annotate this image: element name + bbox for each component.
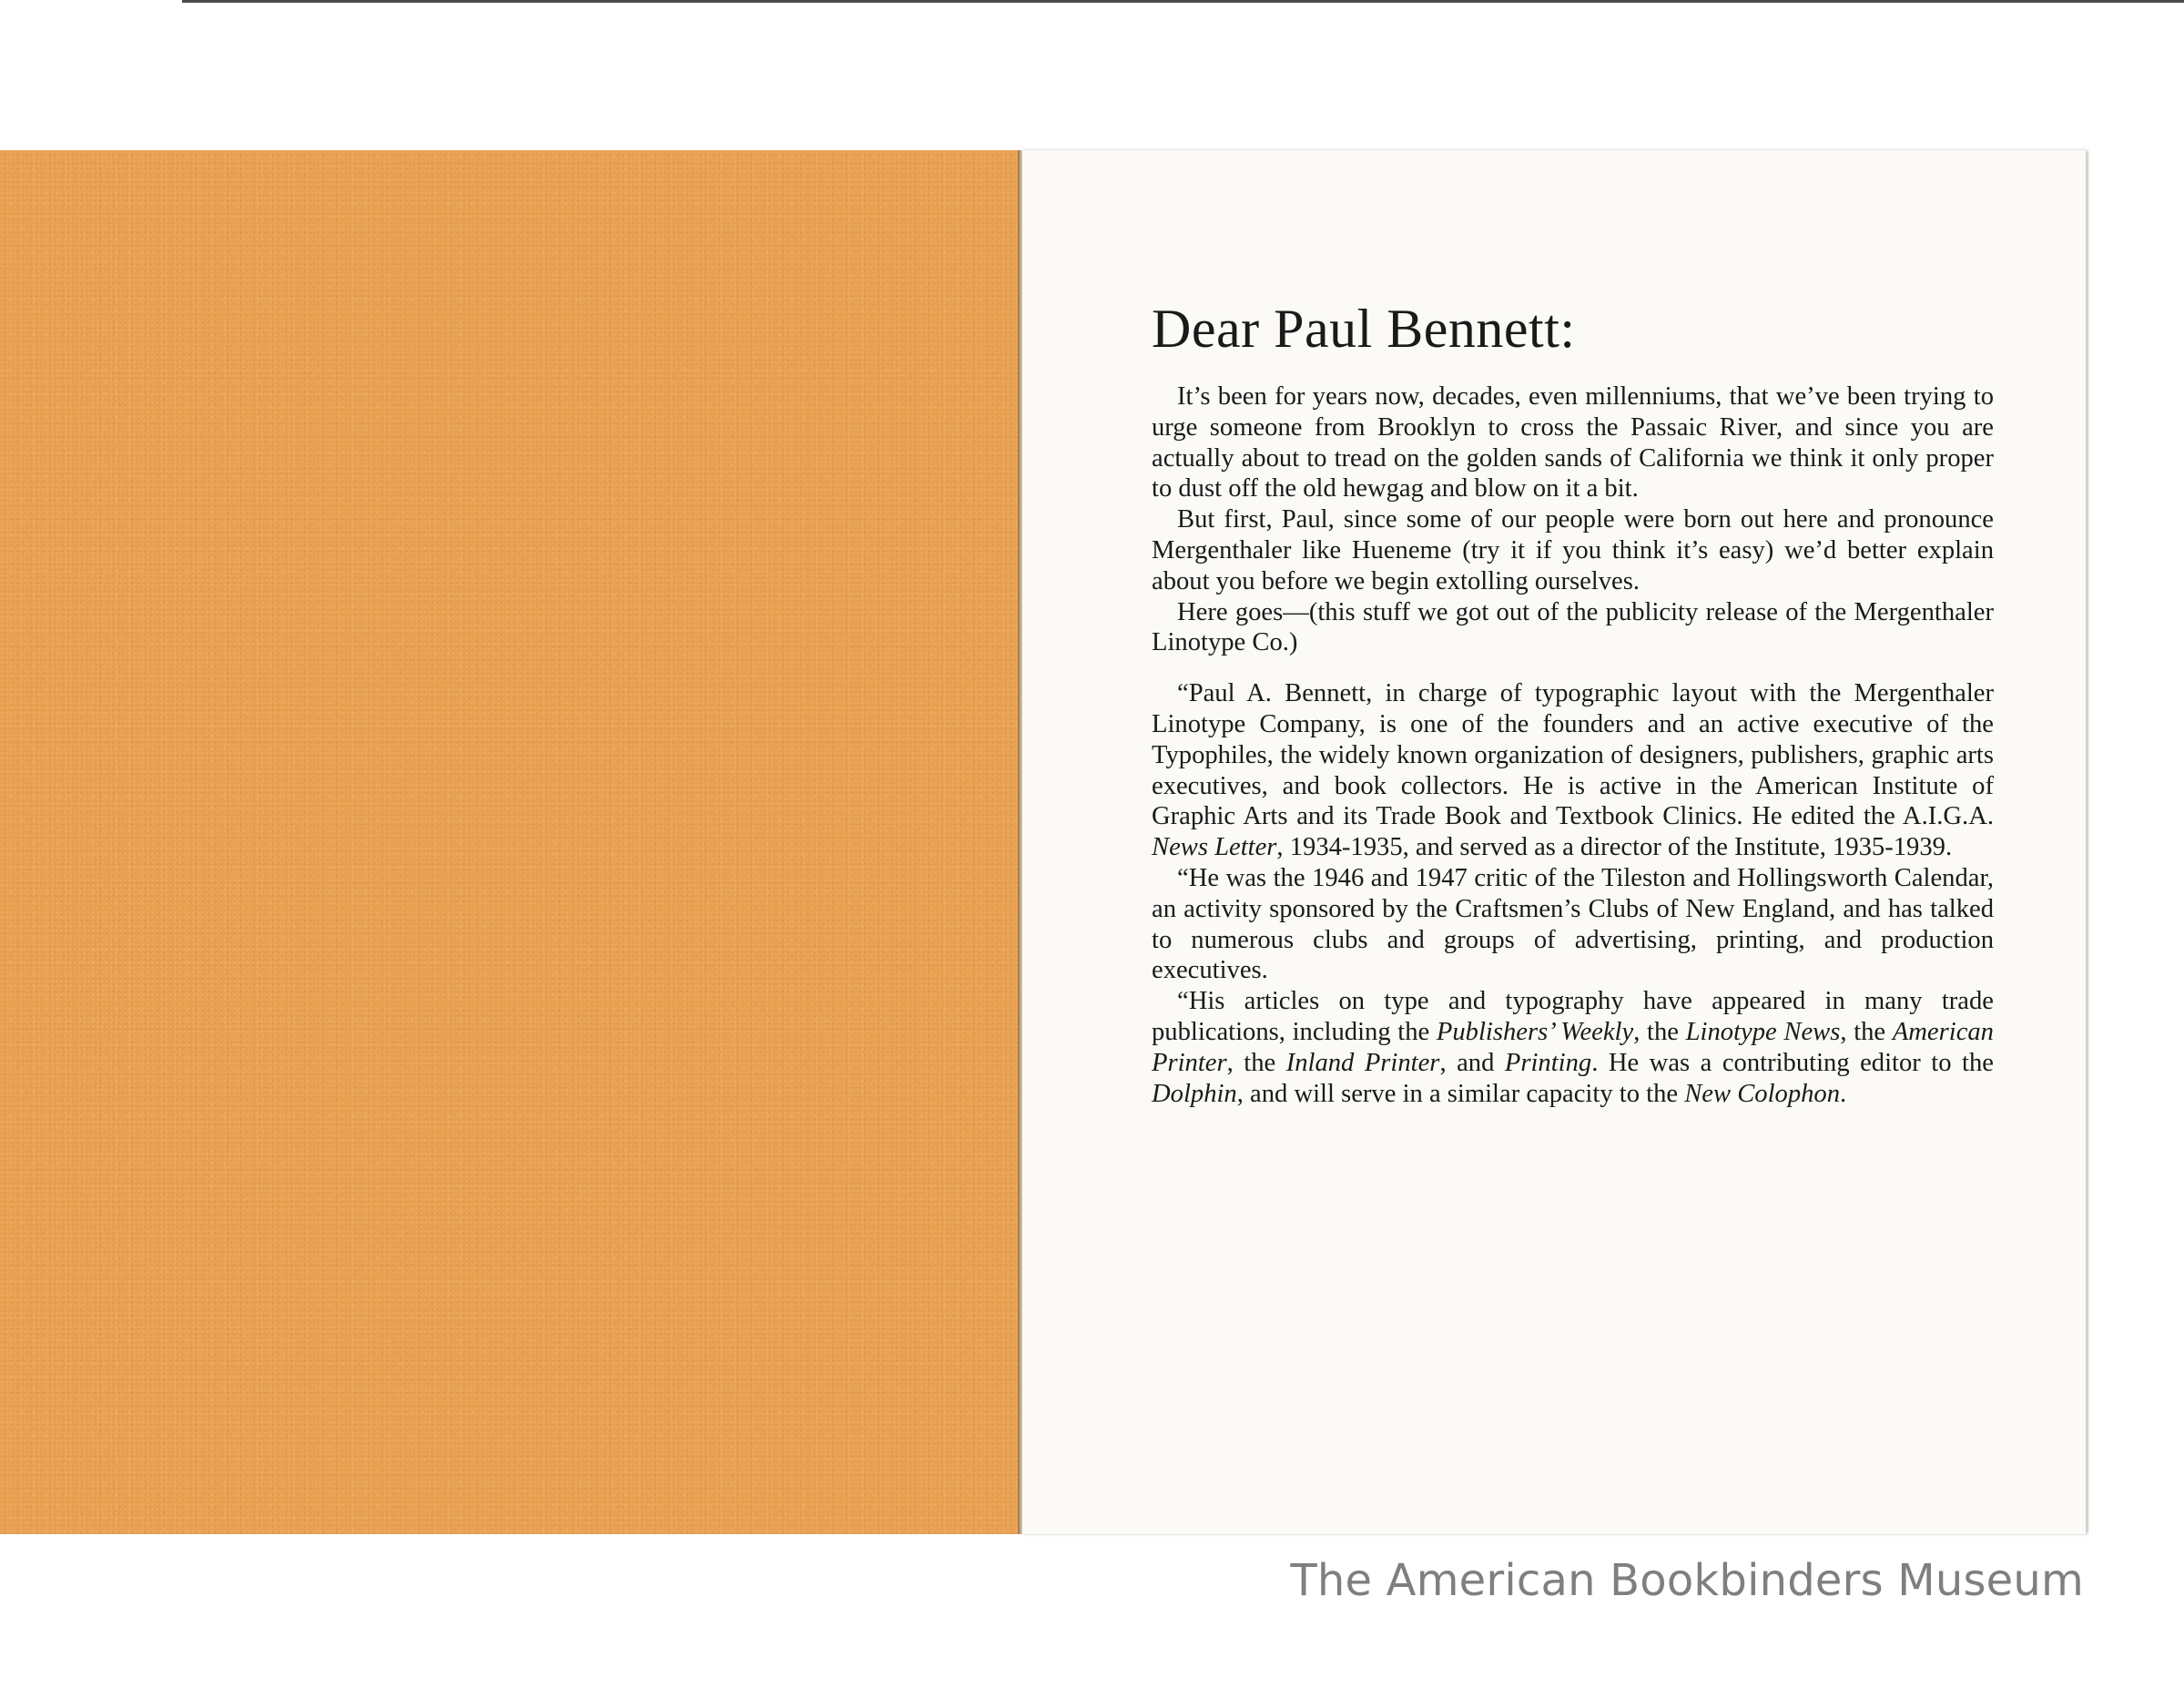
italic-title: Inland Printer (1285, 1048, 1440, 1077)
quote-paragraph-3: “His articles on type and typography have appeared in many trade publications, including the Publishers’ Weekly, the Linotype News, the American Printer, the Inland Printer, and Printing. He was a contributing editor to the Dolphin, and will serve in a similar capacity to the New Colophon. (1152, 987, 1994, 1108)
intro-paragraph-3: Here goes—(this stuff we got out of the publicity release of the Mergenthaler Linotype Co.) (1152, 597, 1994, 657)
orange-endpaper (0, 150, 1018, 1534)
quote-paragraph-2: “He was the 1946 and 1947 critic of the Tileston and Hollingsworth Calendar, an activity sponsored by the Craftsmen’s Clubs of New England, and has talked to numerous clubs and groups of advertising, printing, and production executives. (1152, 863, 1994, 985)
italic-title: News Letter (1152, 833, 1277, 862)
page-edge (2086, 153, 2088, 1531)
italic-title: American Printer (1152, 1017, 1994, 1077)
italic-title: Dolphin (1152, 1079, 1237, 1108)
italic-title: Publishers’ Weekly (1436, 1017, 1634, 1046)
italic-title: Printing (1504, 1048, 1592, 1077)
letter-salutation: Dear Paul Bennett: (1152, 299, 1576, 359)
intro-paragraph-1: It’s been for years now, decades, even millenniums, that we’ve been trying to urge someone from Brooklyn to cross the Passaic River, and since you are actually about to tread on the golden sands of California we think it only proper to dust off the old hewgag and blow on it a bit. (1152, 382, 1994, 503)
italic-title: Linotype News (1685, 1017, 1841, 1046)
museum-watermark: The American Bookbinders Museum (1290, 1555, 2084, 1606)
italic-title: New Colophon (1684, 1079, 1841, 1108)
letter-body (1152, 296, 1994, 1109)
scan-edge-line (182, 0, 2184, 3)
letter-page (1022, 150, 2086, 1534)
quote-paragraph-1: “Paul A. Bennett, in charge of typographic layout with the Mergenthaler Linotype Company, is one of the founders and an active executive of the Typophiles, the widely known organization of designers, publishers, graphic arts executives, and book collectors. He is active in the American Institute of Graphic Arts and its Trade Book and Textbook Clinics. He edited the A.I.G.A. News Letter, 1934-1935, and served as a director of the Institute, 1935-1939. (1152, 679, 1994, 862)
intro-paragraph-2: But first, Paul, since some of our people were born out here and pronounce Mergenthaler like Hueneme (try it if you think it’s easy) we’d better explain about you before we begin extolling ourselves. (1152, 505, 1994, 595)
